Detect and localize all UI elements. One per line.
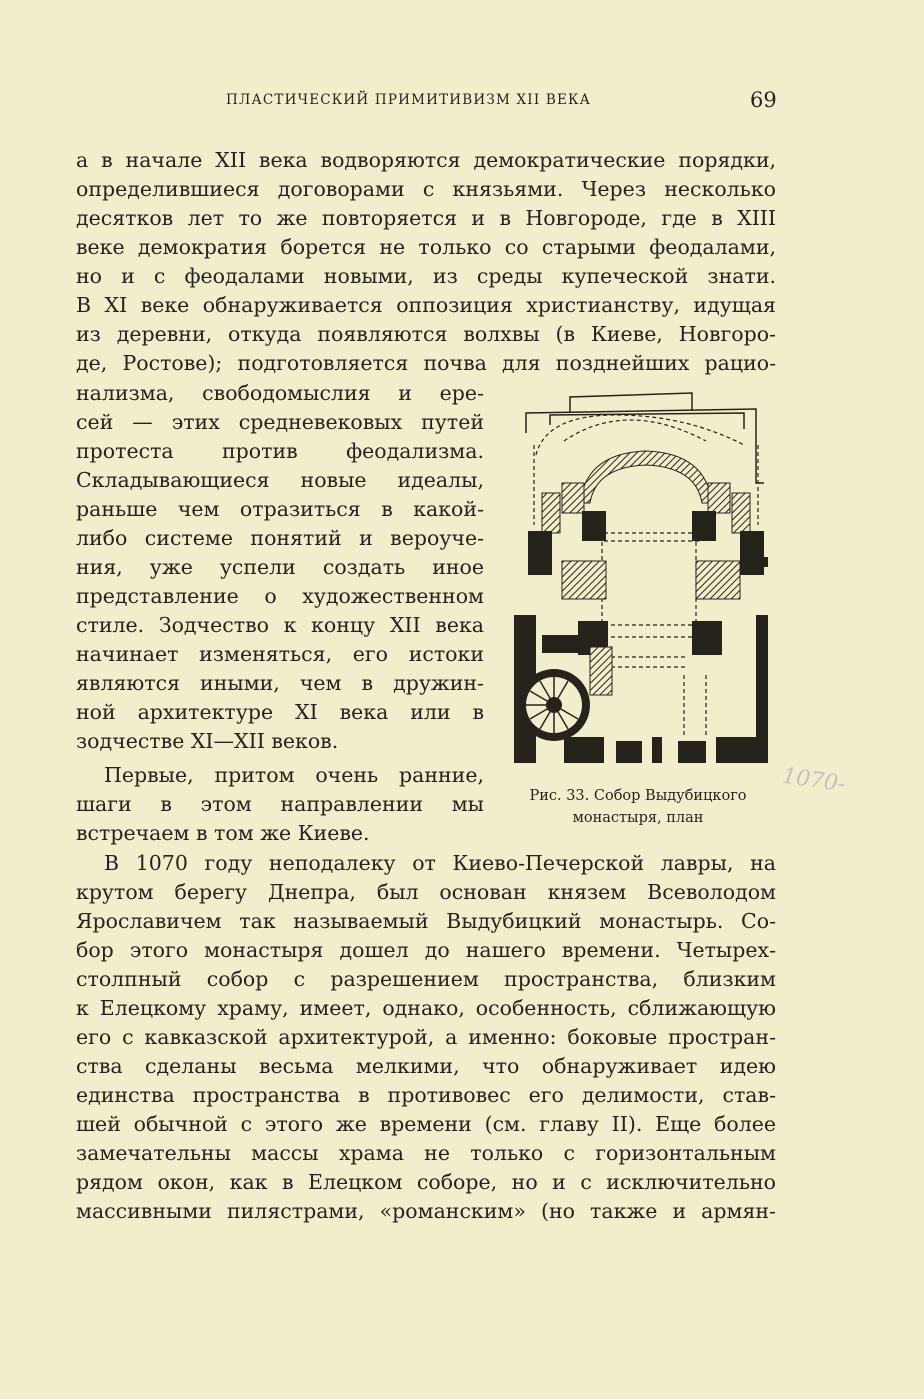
text-line: единства пространства в противовес его делимости, став-	[76, 1083, 776, 1107]
text-line: начинает изменяться, его истоки	[76, 642, 484, 666]
text-line: шаги в этом направлении мы	[76, 792, 484, 816]
running-head: ПЛАСТИЧЕСКИЙ ПРИМИТИВИЗМ XII ВЕКА	[226, 92, 592, 108]
text-line: его с кавказской архитектурой, а именно: боковые простран-	[76, 1025, 776, 1049]
text-line: В 1070 году неподалеку от Киево-Печерской лавры, на	[104, 851, 776, 875]
text-line: либо системе понятий и вероуче-	[76, 526, 484, 550]
text-line: массивными пилястрами, «романским» (но также и армян-	[76, 1199, 776, 1223]
text-line: сей — этих средневековых путей	[76, 410, 484, 434]
text-line: являются иными, чем в дружин-	[76, 671, 484, 695]
text-line: представление о художественном	[76, 584, 484, 608]
page-number: 69	[750, 88, 777, 112]
text-line: ния, уже успели создать иное	[76, 555, 484, 579]
text-line: шей обычной с этого же времени (см. главу II). Еще более	[76, 1112, 776, 1136]
text-line: ства сделаны весьма мелкими, что обнаруживает идею	[76, 1054, 776, 1078]
text-line: стиле. Зодчество к концу XII века	[76, 613, 484, 637]
text-line: но и с феодалами новыми, из среды купеческой знати.	[76, 264, 776, 288]
text-line: рядом окон, как в Елецком соборе, но и с исключительно	[76, 1170, 776, 1194]
text-line: к Елецкому храму, имеет, однако, особенность, сближающую	[76, 996, 776, 1020]
text-line: замечательны массы храма не только с горизонтальным	[76, 1141, 776, 1165]
text-line: встречаем в том же Киеве.	[76, 821, 370, 845]
text-line: десятков лет то же повторяется и в Новгороде, где в XIII	[76, 206, 776, 230]
text-line: зодчестве XI—XII веков.	[76, 729, 339, 753]
text-line: Складывающиеся новые идеалы,	[76, 468, 484, 492]
text-line: крутом берегу Днепра, был основан князем Всеволодом	[76, 880, 776, 904]
text-line: веке демократия борется не только со старыми феодалами,	[76, 235, 776, 259]
text-line: Первые, притом очень ранние,	[104, 763, 484, 787]
text-line: столпный собор с разрешением пространства, близким	[76, 967, 776, 991]
text-line: нализма, свободомыслия и ере-	[76, 381, 484, 405]
text-line: из деревни, откуда появляются волхвы (в Киеве, Новгоро-	[76, 322, 776, 346]
text-line: де, Ростове); подготовляется почва для позднейших рацио-	[76, 351, 776, 375]
figure-caption-line: монастыря, план	[572, 810, 704, 826]
text-line: В XI веке обнаруживается оппозиция христианству, идущая	[76, 293, 776, 317]
text-line: ной архитектуре XI века или в	[76, 700, 484, 724]
text-line: раньше чем отразиться в какой-	[76, 497, 484, 521]
text-line: бор этого монастыря дошел до нашего времени. Четырех-	[76, 938, 776, 962]
text-line: Ярославичем так называемый Выдубицкий монастырь. Со-	[76, 909, 776, 933]
text-line: определившиеся договорами с князьями. Через несколько	[76, 177, 776, 201]
figure-caption-line: Рис. 33. Собор Выдубицкого	[529, 788, 747, 804]
cathedral-plan-figure	[506, 385, 768, 763]
text-line: а в начале XII века водворяются демократические порядки,	[76, 148, 776, 172]
text-line: протеста против феодализма.	[76, 439, 484, 463]
pencil-margin-note: 1070-	[780, 763, 847, 798]
